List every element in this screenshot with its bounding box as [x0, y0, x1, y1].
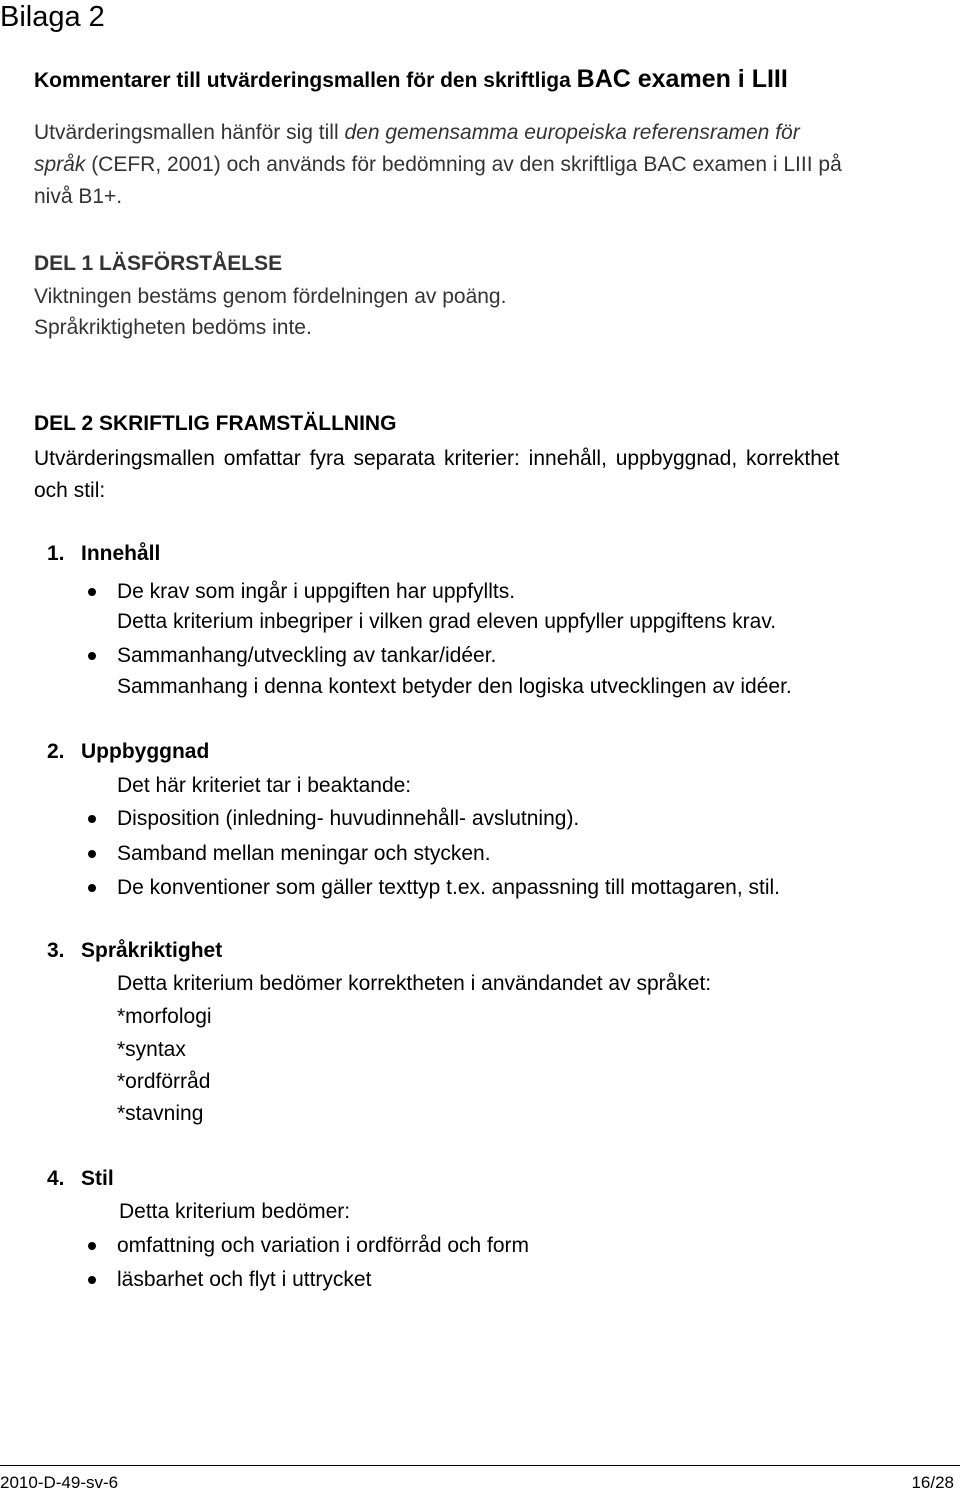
- del2-line-1: Utvärderingsmallen omfattar fyra separata kriterier: innehåll, uppbyggnad, korrekthet: [34, 447, 840, 470]
- del1-title: DEL 1 LÄSFÖRSTÅELSE: [34, 252, 283, 275]
- criterion-4-bullet-1: omfattning och variation i ordförråd och form: [117, 1234, 530, 1257]
- criterion-4-number: 4.: [47, 1167, 65, 1190]
- footer-page-number: 16/28: [911, 1473, 954, 1492]
- del2-line-2: och stil:: [34, 479, 106, 502]
- criterion-1-bullet-2: Sammanhang/utveckling av tankar/idéer.: [117, 644, 497, 667]
- criterion-2-bullet-2: Samband mellan meningar och stycken.: [117, 842, 491, 865]
- criterion-1-note-1: Detta kriterium inbegriper i vilken grad eleven uppfyller uppgiftens krav.: [117, 610, 777, 633]
- criterion-3-item-3: *ordförråd: [117, 1070, 211, 1093]
- intro-text-2: (CEFR, 2001) och används för bedömning av den skriftliga BAC examen i LIII på: [85, 153, 842, 176]
- criterion-2-title: Uppbyggnad: [81, 740, 210, 763]
- subtitle-text: Kommentarer till utvärderingsmallen för den skriftliga: [34, 69, 577, 92]
- criterion-4-bullet-2: läsbarhet och flyt i uttrycket: [117, 1268, 372, 1291]
- criterion-1-number: 1.: [47, 542, 65, 565]
- subtitle-emphasis: BAC examen i LIII: [576, 65, 788, 93]
- subtitle: [34, 64, 788, 96]
- criterion-3-intro: Detta kriterium bedömer korrektheten i användandet av språket:: [117, 972, 712, 995]
- page-heading: Bilaga 2: [0, 1, 105, 33]
- bullet-icon: [88, 1242, 96, 1250]
- bullet-icon: [88, 652, 96, 660]
- criterion-1-bullet-1: De krav som ingår i uppgiften har uppfyllts.: [117, 580, 516, 603]
- bullet-icon: [88, 588, 96, 596]
- del1-line-1: Viktningen bestäms genom fördelningen av poäng.: [34, 285, 507, 308]
- intro-line-2: [34, 149, 842, 181]
- bullet-icon: [88, 815, 96, 823]
- intro-line-3: nivå B1+.: [34, 185, 123, 208]
- criterion-3-number: 3.: [47, 939, 65, 962]
- footer-divider: [0, 1465, 960, 1466]
- criterion-1-note-2: Sammanhang i denna kontext betyder den logiska utvecklingen av idéer.: [117, 675, 792, 698]
- criterion-2-bullet-3: De konventioner som gäller texttyp t.ex. anpassning till mottagaren, stil.: [117, 876, 780, 899]
- del2-title: DEL 2 SKRIFTLIG FRAMSTÄLLNING: [34, 412, 397, 435]
- footer-document-id: 2010-D-49-sv-6: [0, 1473, 119, 1492]
- criterion-3-title: Språkriktighet: [81, 939, 223, 962]
- del1-line-2: Språkriktigheten bedöms inte.: [34, 316, 312, 339]
- bullet-icon: [88, 884, 96, 892]
- criterion-2-bullet-1: Disposition (inledning- huvudinnehåll- avslutning).: [117, 807, 580, 830]
- intro-reference-italic: den gemensamma europeiska referensramen för: [344, 121, 800, 144]
- criterion-3-item-1: *morfologi: [117, 1005, 212, 1028]
- criterion-3-item-2: *syntax: [117, 1038, 186, 1061]
- criterion-4-intro: Detta kriterium bedömer:: [119, 1200, 351, 1223]
- criterion-2-number: 2.: [47, 740, 65, 763]
- criterion-1-title: Innehåll: [81, 542, 161, 565]
- criterion-3-item-4: *stavning: [117, 1102, 204, 1125]
- intro-line-1: [34, 117, 800, 149]
- intro-text: Utvärderingsmallen hänför sig till: [34, 121, 345, 144]
- bullet-icon: [88, 1276, 96, 1284]
- bullet-icon: [88, 850, 96, 858]
- criterion-2-intro: Det här kriteriet tar i beaktande:: [117, 774, 412, 797]
- intro-reference-italic-2: språk: [34, 153, 86, 176]
- criterion-4-title: Stil: [81, 1167, 114, 1190]
